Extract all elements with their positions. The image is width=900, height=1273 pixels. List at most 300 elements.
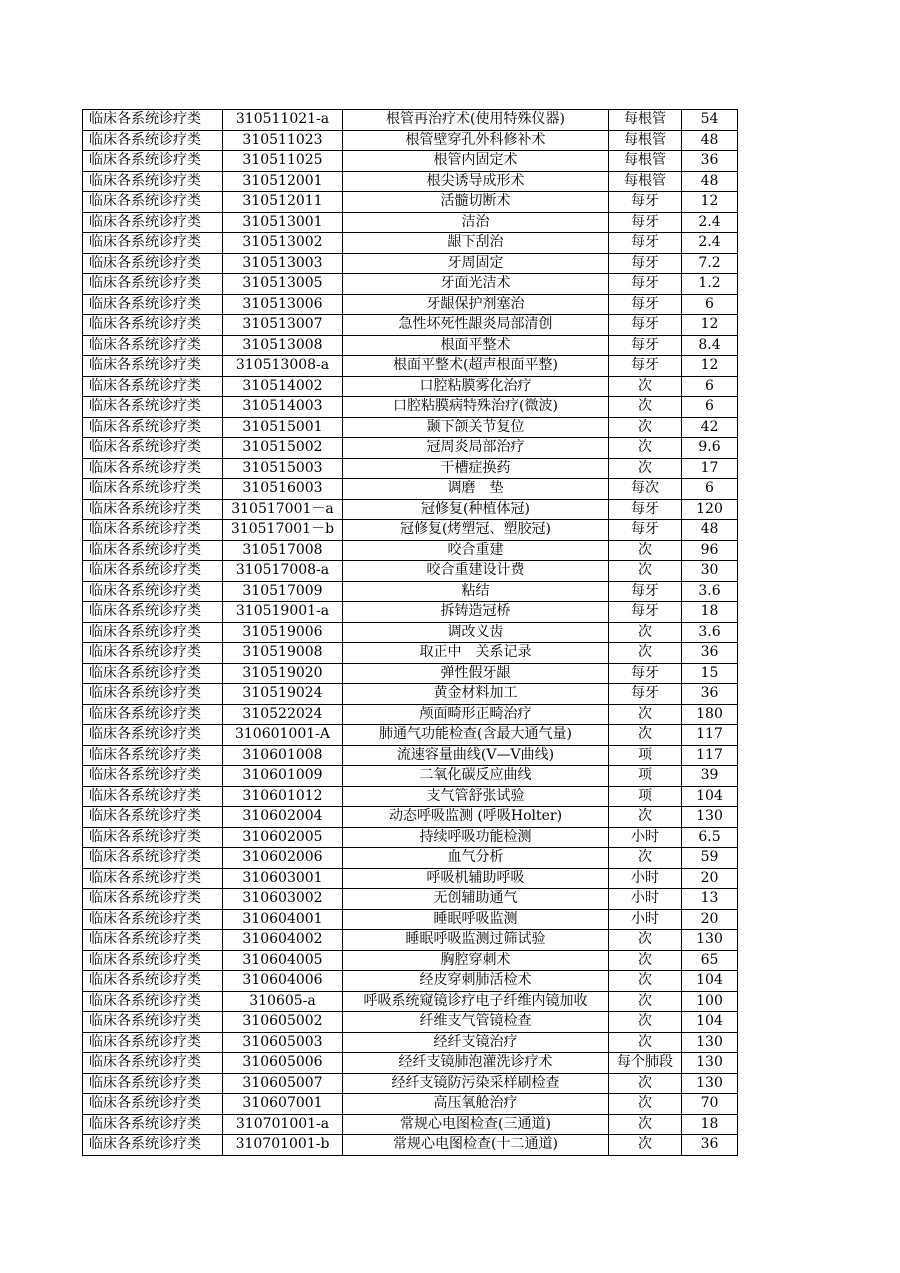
table-row (83, 417, 738, 438)
item-code-cell: 310605003 (223, 1032, 343, 1053)
item-code-cell: 310513005 (223, 274, 343, 295)
item-code-cell: 310601008 (223, 745, 343, 766)
table-row (83, 274, 738, 295)
item-name-cell: 拆铸造冠桥 (343, 602, 609, 623)
category-cell: 临床各系统诊疗类 (83, 663, 223, 684)
item-code-cell: 310603001 (223, 868, 343, 889)
item-name-cell: 经皮穿刺肺活检术 (343, 971, 609, 992)
item-code-cell: 310517001－a (223, 499, 343, 520)
table-row (83, 294, 738, 315)
category-cell: 临床各系统诊疗类 (83, 766, 223, 787)
category-cell: 临床各系统诊疗类 (83, 376, 223, 397)
item-name-cell: 龈下刮治 (343, 233, 609, 254)
table-row (83, 663, 738, 684)
category-cell: 临床各系统诊疗类 (83, 786, 223, 807)
item-name-cell: 经纤支镜肺泡灌洗诊疗术 (343, 1053, 609, 1074)
item-name-cell: 呼吸机辅助呼吸 (343, 868, 609, 889)
price-cell: 104 (682, 786, 738, 807)
category-cell: 临床各系统诊疗类 (83, 212, 223, 233)
price-cell: 48 (682, 171, 738, 192)
price-cell: 6 (682, 376, 738, 397)
table-row (83, 1032, 738, 1053)
unit-cell: 次 (609, 458, 682, 479)
table-row (83, 1114, 738, 1135)
table-row (83, 991, 738, 1012)
table-row (83, 479, 738, 500)
table-row (83, 315, 738, 336)
table-row (83, 704, 738, 725)
item-code-cell: 310515003 (223, 458, 343, 479)
item-name-cell: 冠修复(种植体冠) (343, 499, 609, 520)
fee-table-body (83, 110, 738, 1156)
category-cell: 临床各系统诊疗类 (83, 725, 223, 746)
price-cell: 6 (682, 294, 738, 315)
item-code-cell: 310605-a (223, 991, 343, 1012)
category-cell: 临床各系统诊疗类 (83, 417, 223, 438)
price-cell: 36 (682, 1135, 738, 1156)
category-cell: 临床各系统诊疗类 (83, 315, 223, 336)
category-cell: 临床各系统诊疗类 (83, 233, 223, 254)
unit-cell: 小时 (609, 827, 682, 848)
unit-cell: 每牙 (609, 663, 682, 684)
item-name-cell: 急性坏死性龈炎局部清创 (343, 315, 609, 336)
item-code-cell: 310604002 (223, 930, 343, 951)
table-row (83, 909, 738, 930)
item-name-cell: 根管再治疗术(使用特殊仪器) (343, 110, 609, 131)
item-name-cell: 胸腔穿刺术 (343, 950, 609, 971)
table-row (83, 889, 738, 910)
item-name-cell: 无创辅助通气 (343, 889, 609, 910)
item-code-cell: 310519008 (223, 643, 343, 664)
category-cell: 临床各系统诊疗类 (83, 458, 223, 479)
item-code-cell: 310607001 (223, 1094, 343, 1115)
unit-cell: 每牙 (609, 520, 682, 541)
price-cell: 6 (682, 479, 738, 500)
item-code-cell: 310602004 (223, 807, 343, 828)
item-name-cell: 血气分析 (343, 848, 609, 869)
table-row (83, 212, 738, 233)
price-cell: 70 (682, 1094, 738, 1115)
item-name-cell: 根管内固定术 (343, 151, 609, 172)
price-cell: 42 (682, 417, 738, 438)
table-row (83, 745, 738, 766)
price-cell: 15 (682, 663, 738, 684)
price-cell: 6.5 (682, 827, 738, 848)
price-cell: 48 (682, 520, 738, 541)
unit-cell: 次 (609, 376, 682, 397)
table-row (83, 233, 738, 254)
item-name-cell: 纤维支气管镜检查 (343, 1012, 609, 1033)
item-name-cell: 咬合重建 (343, 540, 609, 561)
table-row (83, 335, 738, 356)
unit-cell: 次 (609, 561, 682, 582)
item-code-cell: 310602006 (223, 848, 343, 869)
price-cell: 7.2 (682, 253, 738, 274)
unit-cell: 次 (609, 1032, 682, 1053)
item-name-cell: 颞下颌关节复位 (343, 417, 609, 438)
price-cell: 120 (682, 499, 738, 520)
table-row (83, 253, 738, 274)
price-cell: 180 (682, 704, 738, 725)
unit-cell: 每次 (609, 479, 682, 500)
unit-cell: 次 (609, 438, 682, 459)
table-row (83, 130, 738, 151)
unit-cell: 次 (609, 417, 682, 438)
price-cell: 2.4 (682, 212, 738, 233)
item-code-cell: 310519020 (223, 663, 343, 684)
item-code-cell: 310517001－b (223, 520, 343, 541)
item-code-cell: 310514002 (223, 376, 343, 397)
category-cell: 临床各系统诊疗类 (83, 171, 223, 192)
price-cell: 8.4 (682, 335, 738, 356)
unit-cell: 次 (609, 704, 682, 725)
item-name-cell: 黄金材料加工 (343, 684, 609, 705)
table-row (83, 192, 738, 213)
item-code-cell: 310604005 (223, 950, 343, 971)
item-code-cell: 310513008 (223, 335, 343, 356)
category-cell: 临床各系统诊疗类 (83, 889, 223, 910)
item-name-cell: 支气管舒张试验 (343, 786, 609, 807)
unit-cell: 每牙 (609, 212, 682, 233)
unit-cell: 每牙 (609, 294, 682, 315)
price-cell: 96 (682, 540, 738, 561)
item-code-cell: 310602005 (223, 827, 343, 848)
item-code-cell: 310522024 (223, 704, 343, 725)
unit-cell: 每根管 (609, 151, 682, 172)
unit-cell: 次 (609, 930, 682, 951)
unit-cell: 每牙 (609, 499, 682, 520)
unit-cell: 小时 (609, 868, 682, 889)
price-cell: 117 (682, 725, 738, 746)
table-row (83, 786, 738, 807)
unit-cell: 次 (609, 848, 682, 869)
item-code-cell: 310514003 (223, 397, 343, 418)
item-code-cell: 310512011 (223, 192, 343, 213)
unit-cell: 次 (609, 950, 682, 971)
item-name-cell: 冠修复(烤塑冠、塑胶冠) (343, 520, 609, 541)
table-row (83, 458, 738, 479)
category-cell: 临床各系统诊疗类 (83, 397, 223, 418)
table-row (83, 540, 738, 561)
unit-cell: 次 (609, 643, 682, 664)
unit-cell: 每牙 (609, 274, 682, 295)
table-row (83, 725, 738, 746)
price-cell: 12 (682, 192, 738, 213)
unit-cell: 项 (609, 786, 682, 807)
item-code-cell: 310519001-a (223, 602, 343, 623)
unit-cell: 次 (609, 1012, 682, 1033)
table-row (83, 950, 738, 971)
item-name-cell: 常规心电图检查(三通道) (343, 1114, 609, 1135)
item-code-cell: 310516003 (223, 479, 343, 500)
table-row (83, 438, 738, 459)
category-cell: 临床各系统诊疗类 (83, 643, 223, 664)
item-code-cell: 310513002 (223, 233, 343, 254)
table-row (83, 643, 738, 664)
unit-cell: 每牙 (609, 253, 682, 274)
category-cell: 临床各系统诊疗类 (83, 561, 223, 582)
category-cell: 临床各系统诊疗类 (83, 1073, 223, 1094)
category-cell: 临床各系统诊疗类 (83, 622, 223, 643)
table-row (83, 499, 738, 520)
table-row (83, 376, 738, 397)
unit-cell: 每牙 (609, 684, 682, 705)
item-name-cell: 洁治 (343, 212, 609, 233)
category-cell: 临床各系统诊疗类 (83, 540, 223, 561)
category-cell: 临床各系统诊疗类 (83, 950, 223, 971)
price-cell: 18 (682, 602, 738, 623)
category-cell: 临床各系统诊疗类 (83, 971, 223, 992)
item-name-cell: 根面平整术(超声根面平整) (343, 356, 609, 377)
item-code-cell: 310601009 (223, 766, 343, 787)
category-cell: 临床各系统诊疗类 (83, 991, 223, 1012)
price-cell: 48 (682, 130, 738, 151)
price-cell: 100 (682, 991, 738, 1012)
item-code-cell: 310604006 (223, 971, 343, 992)
item-code-cell: 310511021-a (223, 110, 343, 131)
price-cell: 1.2 (682, 274, 738, 295)
price-cell: 36 (682, 684, 738, 705)
category-cell: 临床各系统诊疗类 (83, 704, 223, 725)
item-code-cell: 310513008-a (223, 356, 343, 377)
item-code-cell: 310517009 (223, 581, 343, 602)
item-name-cell: 调改义齿 (343, 622, 609, 643)
item-code-cell: 310605006 (223, 1053, 343, 1074)
table-row (83, 1094, 738, 1115)
unit-cell: 每牙 (609, 356, 682, 377)
price-cell: 130 (682, 807, 738, 828)
table-row (83, 151, 738, 172)
category-cell: 临床各系统诊疗类 (83, 909, 223, 930)
price-cell: 65 (682, 950, 738, 971)
price-cell: 36 (682, 643, 738, 664)
unit-cell: 次 (609, 397, 682, 418)
item-code-cell: 310604001 (223, 909, 343, 930)
item-code-cell: 310605007 (223, 1073, 343, 1094)
price-cell: 54 (682, 110, 738, 131)
table-row (83, 1053, 738, 1074)
table-row (83, 110, 738, 131)
item-name-cell: 口腔粘膜病特殊治疗(微波) (343, 397, 609, 418)
unit-cell: 每牙 (609, 315, 682, 336)
unit-cell: 次 (609, 1135, 682, 1156)
item-name-cell: 流速容量曲线(V—V曲线) (343, 745, 609, 766)
price-cell: 12 (682, 315, 738, 336)
category-cell: 临床各系统诊疗类 (83, 745, 223, 766)
item-name-cell: 经纤支镜防污染采样刷检查 (343, 1073, 609, 1094)
price-cell: 3.6 (682, 581, 738, 602)
category-cell: 临床各系统诊疗类 (83, 868, 223, 889)
item-code-cell: 310519006 (223, 622, 343, 643)
table-row (83, 1073, 738, 1094)
table-row (83, 684, 738, 705)
item-name-cell: 冠周炎局部治疗 (343, 438, 609, 459)
category-cell: 临床各系统诊疗类 (83, 1053, 223, 1074)
table-row (83, 561, 738, 582)
category-cell: 临床各系统诊疗类 (83, 479, 223, 500)
item-name-cell: 口腔粘膜雾化治疗 (343, 376, 609, 397)
unit-cell: 次 (609, 540, 682, 561)
unit-cell: 项 (609, 766, 682, 787)
category-cell: 临床各系统诊疗类 (83, 807, 223, 828)
price-cell: 20 (682, 868, 738, 889)
unit-cell: 项 (609, 745, 682, 766)
item-code-cell: 310701001-b (223, 1135, 343, 1156)
category-cell: 临床各系统诊疗类 (83, 192, 223, 213)
category-cell: 临床各系统诊疗类 (83, 274, 223, 295)
item-name-cell: 睡眠呼吸监测过筛试验 (343, 930, 609, 951)
item-name-cell: 颅面畸形正畸治疗 (343, 704, 609, 725)
item-name-cell: 干槽症换药 (343, 458, 609, 479)
category-cell: 临床各系统诊疗类 (83, 684, 223, 705)
item-code-cell: 310601012 (223, 786, 343, 807)
item-name-cell: 呼吸系统窥镜诊疗电子纤维内镜加收 (343, 991, 609, 1012)
item-name-cell: 粘结 (343, 581, 609, 602)
item-code-cell: 310513003 (223, 253, 343, 274)
unit-cell: 次 (609, 725, 682, 746)
table-row (83, 868, 738, 889)
table-row (83, 930, 738, 951)
table-row (83, 622, 738, 643)
price-cell: 20 (682, 909, 738, 930)
category-cell: 临床各系统诊疗类 (83, 848, 223, 869)
unit-cell: 次 (609, 1073, 682, 1094)
unit-cell: 次 (609, 971, 682, 992)
item-name-cell: 动态呼吸监测 (呼吸Holter) (343, 807, 609, 828)
unit-cell: 每牙 (609, 335, 682, 356)
unit-cell: 次 (609, 622, 682, 643)
price-cell: 30 (682, 561, 738, 582)
item-name-cell: 牙周固定 (343, 253, 609, 274)
item-name-cell: 根尖诱导成形术 (343, 171, 609, 192)
unit-cell: 小时 (609, 889, 682, 910)
price-cell: 9.6 (682, 438, 738, 459)
unit-cell: 次 (609, 1094, 682, 1115)
unit-cell: 每根管 (609, 130, 682, 151)
table-row (83, 848, 738, 869)
item-name-cell: 根管壁穿孔外科修补术 (343, 130, 609, 151)
table-row (83, 766, 738, 787)
table-row (83, 602, 738, 623)
category-cell: 临床各系统诊疗类 (83, 930, 223, 951)
item-code-cell: 310601001-A (223, 725, 343, 746)
table-row (83, 827, 738, 848)
table-row (83, 520, 738, 541)
category-cell: 临床各系统诊疗类 (83, 110, 223, 131)
price-cell: 2.4 (682, 233, 738, 254)
item-code-cell: 310513001 (223, 212, 343, 233)
price-cell: 130 (682, 1073, 738, 1094)
table-row (83, 1135, 738, 1156)
price-cell: 130 (682, 1053, 738, 1074)
table-row (83, 171, 738, 192)
item-code-cell: 310517008 (223, 540, 343, 561)
item-name-cell: 取正中 关系记录 (343, 643, 609, 664)
item-name-cell: 牙面光洁术 (343, 274, 609, 295)
item-name-cell: 二氧化碳反应曲线 (343, 766, 609, 787)
item-code-cell: 310603002 (223, 889, 343, 910)
item-name-cell: 持续呼吸功能检测 (343, 827, 609, 848)
price-cell: 36 (682, 151, 738, 172)
table-row (83, 807, 738, 828)
category-cell: 临床各系统诊疗类 (83, 130, 223, 151)
category-cell: 临床各系统诊疗类 (83, 827, 223, 848)
item-code-cell: 310605002 (223, 1012, 343, 1033)
item-name-cell: 牙龈保护剂塞治 (343, 294, 609, 315)
category-cell: 临床各系统诊疗类 (83, 1012, 223, 1033)
item-code-cell: 310513006 (223, 294, 343, 315)
unit-cell: 每牙 (609, 233, 682, 254)
item-name-cell: 调磨 垫 (343, 479, 609, 500)
price-cell: 13 (682, 889, 738, 910)
item-name-cell: 经纤支镜治疗 (343, 1032, 609, 1053)
table-row (83, 356, 738, 377)
unit-cell: 每牙 (609, 602, 682, 623)
price-cell: 130 (682, 1032, 738, 1053)
table-row (83, 397, 738, 418)
unit-cell: 次 (609, 807, 682, 828)
item-name-cell: 高压氧舱治疗 (343, 1094, 609, 1115)
item-name-cell: 睡眠呼吸监测 (343, 909, 609, 930)
category-cell: 临床各系统诊疗类 (83, 1135, 223, 1156)
price-cell: 3.6 (682, 622, 738, 643)
category-cell: 临床各系统诊疗类 (83, 151, 223, 172)
price-cell: 17 (682, 458, 738, 479)
item-code-cell: 310515002 (223, 438, 343, 459)
unit-cell: 每牙 (609, 192, 682, 213)
table-row (83, 1012, 738, 1033)
price-cell: 59 (682, 848, 738, 869)
unit-cell: 小时 (609, 909, 682, 930)
fee-table (82, 109, 738, 1156)
category-cell: 临床各系统诊疗类 (83, 1114, 223, 1135)
item-code-cell: 310701001-a (223, 1114, 343, 1135)
category-cell: 临床各系统诊疗类 (83, 581, 223, 602)
category-cell: 临床各系统诊疗类 (83, 356, 223, 377)
item-code-cell: 310512001 (223, 171, 343, 192)
category-cell: 临床各系统诊疗类 (83, 294, 223, 315)
price-cell: 18 (682, 1114, 738, 1135)
price-cell: 104 (682, 1012, 738, 1033)
table-row (83, 581, 738, 602)
price-cell: 104 (682, 971, 738, 992)
price-cell: 130 (682, 930, 738, 951)
category-cell: 临床各系统诊疗类 (83, 499, 223, 520)
item-code-cell: 310511023 (223, 130, 343, 151)
item-code-cell: 310519024 (223, 684, 343, 705)
unit-cell: 次 (609, 991, 682, 1012)
category-cell: 临床各系统诊疗类 (83, 1032, 223, 1053)
table-row (83, 971, 738, 992)
category-cell: 临床各系统诊疗类 (83, 438, 223, 459)
category-cell: 临床各系统诊疗类 (83, 335, 223, 356)
item-name-cell: 活髓切断术 (343, 192, 609, 213)
item-code-cell: 310513007 (223, 315, 343, 336)
item-name-cell: 咬合重建设计费 (343, 561, 609, 582)
item-code-cell: 310511025 (223, 151, 343, 172)
category-cell: 临床各系统诊疗类 (83, 253, 223, 274)
item-code-cell: 310517008-a (223, 561, 343, 582)
unit-cell: 每牙 (609, 581, 682, 602)
category-cell: 临床各系统诊疗类 (83, 520, 223, 541)
category-cell: 临床各系统诊疗类 (83, 1094, 223, 1115)
item-code-cell: 310515001 (223, 417, 343, 438)
price-cell: 12 (682, 356, 738, 377)
price-cell: 6 (682, 397, 738, 418)
unit-cell: 次 (609, 1114, 682, 1135)
category-cell: 临床各系统诊疗类 (83, 602, 223, 623)
price-cell: 117 (682, 745, 738, 766)
